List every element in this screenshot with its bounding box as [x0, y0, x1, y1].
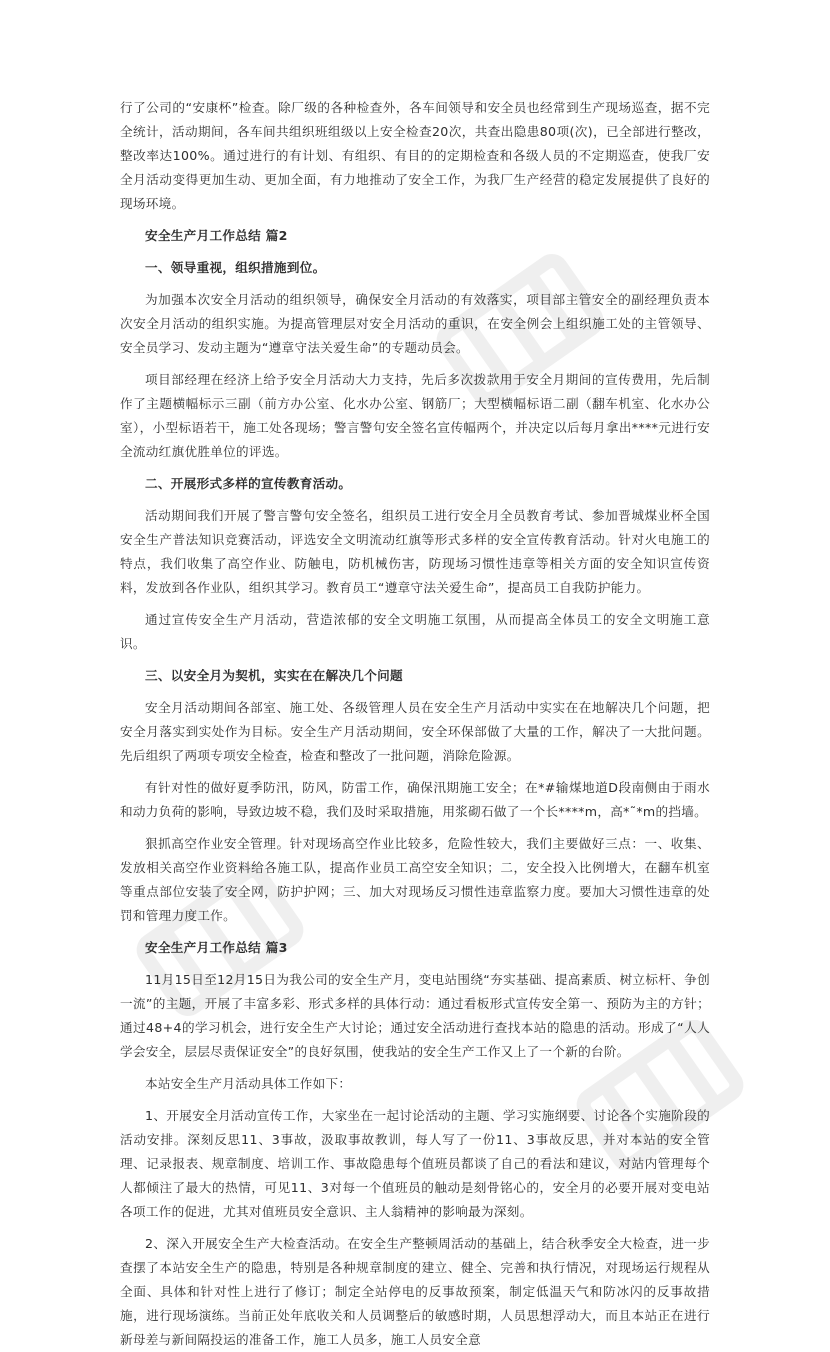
paragraph: 有针对性的做好夏季防汛，防风，防雷工作，确保汛期施工安全；在*#输煤地道D段南侧由于雨水和动力负荷的影响，导致边坡不稳，我们及时采取措施，用浆砌石做了一个长****m，高*˜*m的挡墙。 [120, 780, 710, 819]
paragraph: 11月15日至12月15日为我公司的安全生产月，变电站围绕“夯实基础、提高素质、树立标杆、争创一流”的主题，开展了丰富多彩、形式多样的具体行动：通过看板形式宣传安全第一、预防为主的方针；通过48+4的学习机会，进行安全生产大讨论；通过安全活动进行查找本站的隐患的活动。形成了“人人学会安全，层层尽责保证安全”的良好氛围，使我站的安全生产工作又上了一个新的台阶。 [120, 972, 710, 1059]
paragraph: 2、深入开展安全生产大检查活动。在安全生产整顿周活动的基础上，结合秋季安全大检查，进一步查摆了本站安全生产的隐患，特别是各种规章制度的建立、健全、完善和执行情况，对现场运行规程从全面、具体和针对性上进行了修订；制定全站停电的反事故预案，制定低温天气和防冰闪的反事故措施，进行现场演练。当前正处年底收关和人员调整后的敏感时期，人员思想浮动大，而且本站正在进行新母差与新间隔投运的准备工作，施工人员多，施工人员安全意 [120, 1236, 710, 1347]
paragraph: 行了公司的“安康杯”检查。除厂级的各种检查外，各车间领导和安全员也经常到生产现场巡查，据不完全统计，活动期间，各车间共组织班组级以上安全检查20次，共查出隐患80项(次)，已全部进行整改，整改率达100%。通过进行的有计划、有组织、有目的的定期检查和各级人员的不定期巡查，使我厂安全月活动变得更加生动、更加全面，有力地推动了安全工作，为我厂生产经营的稳定发展提供了良好的现场环境。 [120, 100, 710, 211]
section-title: 安全生产月工作总结 篇2 [145, 228, 288, 243]
subsection-heading: 一、领导重视，组织措施到位。 [145, 260, 326, 275]
paragraph: 1、开展安全月活动宣传工作，大家坐在一起讨论活动的主题、学习实施纲要、讨论各个实施阶段的活动安排。深刻反思11、3事故，汲取事故教训，每人写了一份11、3事故反思，并对本站的安全管理、记录报表、规章制度、培训工作、事故隐患每个值班员都谈了自己的看法和建议，对站内管理每个人都倾注了最大的热情，可见11、3对每一个值班员的触动是刻骨铭心的，安全月的必要开展对变电站各项工作的促进，尤其对值班员安全意识、主人翁精神的影响最为深刻。 [120, 1108, 710, 1219]
paragraph: 狠抓高空作业安全管理。针对现场高空作业比较多，危险性较大，我们主要做好三点：一、收集、发放相关高空作业资料给各施工队，提高作业员工高空安全知识；二，安全投入比例增大，在翻车机室等重点部位安装了安全网，防护护网；三、加大对现场反习惯性违章监察力度。要加大习惯性违章的处罚和管理力度工作。 [120, 836, 710, 923]
paragraph: 通过宣传安全生产月活动，营造浓郁的安全文明施工氛围，从而提高全体员工的安全文明施工意识。 [120, 612, 710, 651]
section-title: 安全生产月工作总结 篇3 [145, 940, 288, 955]
subsection-heading: 二、开展形式多样的宣传教育活动。 [145, 476, 352, 491]
paragraph: 活动期间我们开展了警言警句安全签名，组织员工进行安全月全员教育考试、参加晋城煤业杯全国安全生产普法知识竞赛活动，评选安全文明流动红旗等形式多样的安全宣传教育活动。针对火电施工的特点，我们收集了高空作业、防触电，防机械伤害，防现场习惯性违章等相关方面的安全知识宣传资料，发放到各作业队，组织其学习。教育员工“遵章守法关爱生命”，提高员工自我防护能力。 [120, 508, 710, 595]
paragraph: 为加强本次安全月活动的组织领导，确保安全月活动的有效落实，项目部主管安全的副经理负责本次安全月活动的组织实施。为提高管理层对安全月活动的重识，在安全例会上组织施工处的主管领导、安全员学习、发动主题为“遵章守法关爱生命”的专题动员会。 [120, 292, 710, 355]
paragraph: 项目部经理在经济上给予安全月活动大力支持，先后多次拨款用于安全月期间的宣传费用，先后制作了主题横幅标示三副（前方办公室、化水办公室、钢筋厂；大型横幅标语二副（翻车机室、化水办公室），小型标语若干，施工处各现场；警言警句安全签名宣传幅两个，并决定以后每月拿出****元进行安全流动红旗优胜单位的评选。 [120, 372, 710, 459]
document-body [120, 96, 710, 1352]
subsection-heading: 三、以安全月为契机，实实在在解决几个问题 [145, 668, 403, 683]
paragraph: 本站安全生产月活动具体工作如下： [145, 1076, 352, 1091]
paragraph: 安全月活动期间各部室、施工处、各级管理人员在安全生产月活动中实实在在地解决几个问题，把安全月落实到实处作为目标。安全生产月活动期间，安全环保部做了大量的工作，解决了一大批问题。先后组织了两项专项安全检查，检查和整改了一批问题，消除危险源。 [120, 700, 710, 763]
